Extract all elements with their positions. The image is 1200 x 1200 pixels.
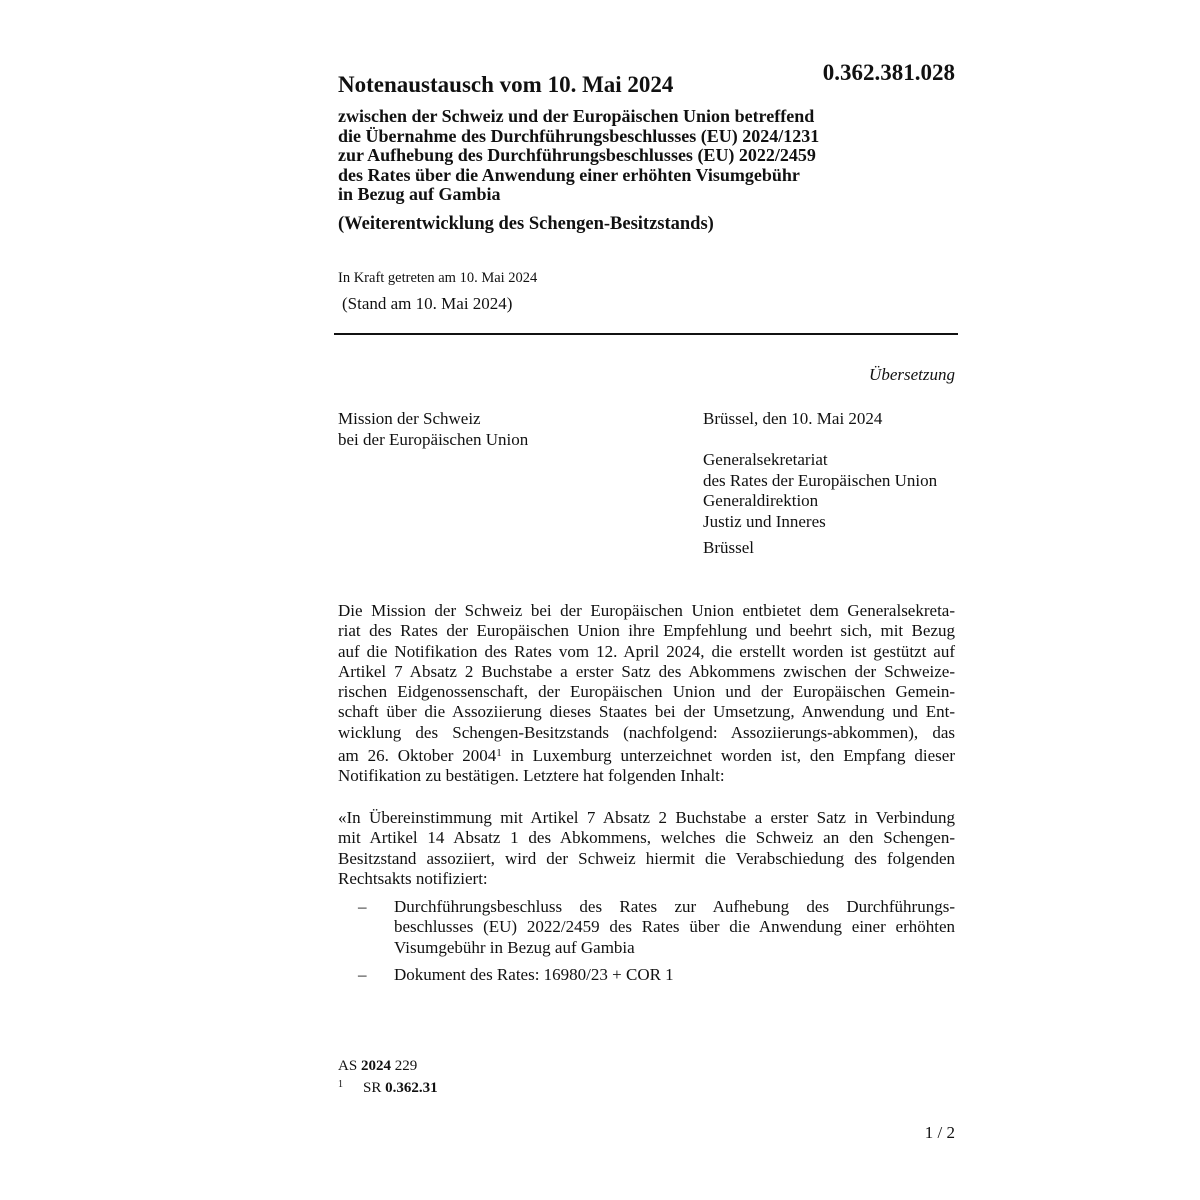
- as-prefix: AS: [338, 1058, 361, 1074]
- paragraph-line: [338, 743, 955, 766]
- body-paragraph-1: [338, 601, 955, 787]
- subtitle-line: in Bezug auf Gambia: [338, 184, 501, 204]
- list-item-line: Dokument des Rates: 16980/23 + COR 1: [394, 965, 674, 984]
- footnote-reference[interactable]: 1: [496, 747, 502, 760]
- list-item-line: Durchführungsbeschluss des Rates zur Aufhebung des Durchführungs-: [394, 897, 955, 916]
- footnote-1: [338, 1079, 438, 1097]
- page-number: 1 / 2: [924, 1123, 955, 1142]
- paragraph-line: schaft über die Assoziierung dieses Staates bei der Umsetzung, Anwendung und Ent-: [338, 702, 955, 722]
- subtitle-line: zur Aufhebung des Durchführungsbeschlusses (EU) 2022/2459: [338, 145, 816, 165]
- recipient-line: des Rates der Europäischen Union: [703, 470, 938, 490]
- paragraph-line: mit Artikel 14 Absatz 1 des Abkommens, welches die Schweiz an den Schengen-: [338, 828, 955, 848]
- list-item-line: Visumgebühr in Bezug auf Gambia: [394, 937, 635, 957]
- schengen-subtitle: (Weiterentwicklung des Schengen-Besitzstands): [338, 214, 714, 234]
- document-subtitle: [338, 107, 958, 205]
- place-date: Brüssel, den 10. Mai 2024: [703, 409, 883, 428]
- status-date: (Stand am 10. Mai 2024): [342, 294, 513, 313]
- list-item-text: [394, 965, 955, 985]
- paragraph-line: riat des Rates der Europäischen Union ihre Empfehlung und beehrt sich, mit Bezug: [338, 621, 955, 641]
- in-force-date: In Kraft getreten am 10. Mai 2024: [338, 270, 538, 286]
- paragraph-line: auf die Notifikation des Rates vom 12. April 2024, die erstellt worden ist gestützt auf: [338, 641, 955, 661]
- paragraph-line: Die Mission der Schweiz bei der Europäischen Union entbietet dem Generalsekreta-: [338, 601, 955, 620]
- paragraph-line: Besitzstand assoziiert, wird der Schweiz hiermit die Verabschiedung des folgenden: [338, 848, 955, 868]
- as-number: 229: [390, 1058, 418, 1074]
- sender-line: Mission der Schweiz: [338, 409, 481, 428]
- document-title: Notenaustausch vom 10. Mai 2024: [338, 72, 674, 97]
- paragraph-line: «In Übereinstimmung mit Artikel 7 Absatz 2 Buchstabe a erster Satz in Verbindung: [338, 808, 955, 827]
- recipient-city: Brüssel: [703, 538, 754, 557]
- sr-prefix: SR: [363, 1080, 386, 1096]
- list-dash: –: [358, 965, 367, 984]
- header-divider: [334, 333, 958, 335]
- sender-address: [338, 409, 528, 450]
- recipient-line: Generalsekretariat: [703, 450, 828, 469]
- subtitle-line: zwischen der Schweiz und der Europäischen Union betreffend: [338, 106, 815, 126]
- list-item-text: [394, 897, 955, 958]
- paragraph-line: rischen Eidgenossenschaft, der Europäischen Union und der Europäischen Gemein-: [338, 682, 955, 702]
- recipient-line: Justiz und Inneres: [703, 511, 826, 531]
- paragraph-line: wicklung des Schengen-Besitzstands (nachfolgend: Assoziierungs-abkommen), das: [338, 722, 955, 742]
- translation-note: Übersetzung: [869, 365, 955, 384]
- sr-number: 0.362.381.028: [822, 60, 955, 85]
- recipient-address: [703, 450, 937, 532]
- paragraph-line: Notifikation zu bestätigen. Letztere hat folgenden Inhalt:: [338, 766, 725, 786]
- subtitle-line: des Rates über die Anwendung einer erhöhten Visumgebühr: [338, 164, 800, 185]
- body-paragraph-2: [338, 808, 955, 889]
- paragraph-text: am 26. Oktober 2004: [338, 746, 497, 766]
- subtitle-line: die Übernahme des Durchführungsbeschlusses (EU) 2024/1231: [338, 125, 820, 146]
- paragraph-line: Artikel 7 Absatz 2 Buchstabe a erster Satz des Abkommens zwischen der Schweize-: [338, 661, 955, 681]
- sr-reference-link[interactable]: 0.362.31: [385, 1080, 438, 1096]
- paragraph-line: Rechtsakts notifiziert:: [338, 868, 488, 888]
- sender-line: bei der Europäischen Union: [338, 429, 529, 449]
- as-year: 2024: [360, 1058, 391, 1074]
- list-dash: –: [358, 897, 367, 916]
- as-reference: [338, 1058, 417, 1075]
- recipient-line: Generaldirektion: [703, 491, 819, 510]
- list-item-line: beschlusses (EU) 2022/2459 des Rates über die Anwendung einer erhöhten: [394, 917, 955, 937]
- paragraph-text: in Luxemburg unterzeichnet worden ist, den Empfang dieser: [501, 746, 955, 766]
- footnote-mark: 1: [338, 1079, 343, 1090]
